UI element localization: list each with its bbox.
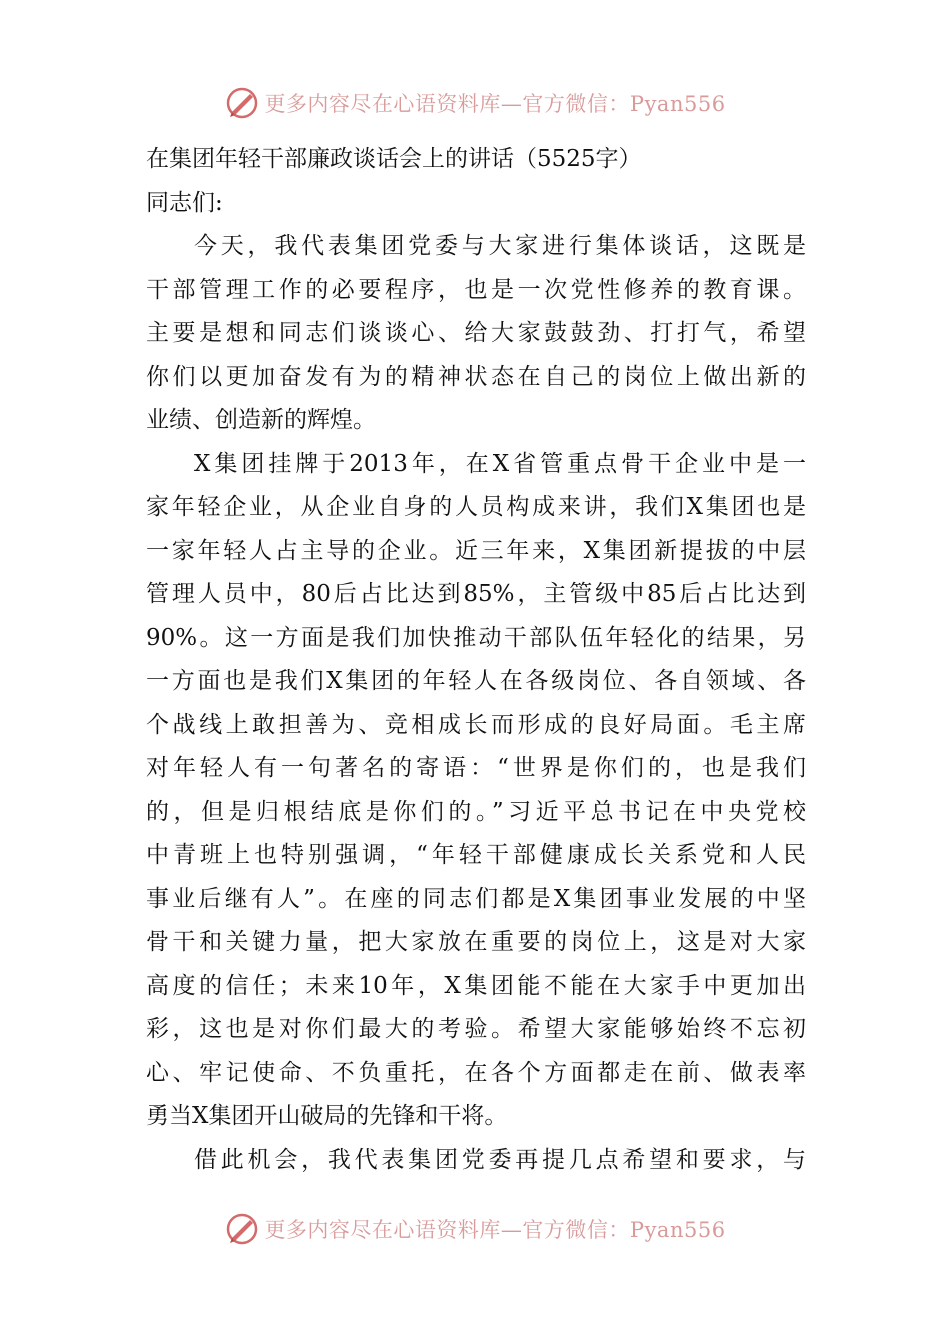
paragraph-line: 一方面也是我们X集团的年轻人在各级岗位、各自领域、各 <box>146 668 806 694</box>
paragraph-line: 高度的信任；未来10年，X集团能不能在大家手中更加出 <box>146 972 806 999</box>
document-body <box>146 138 806 1182</box>
paragraph-line: 90%。这一方面是我们加快推动干部队伍年轻化的结果，另 <box>146 624 806 651</box>
paragraph-line: 彩，这也是对你们最大的考验。希望大家能够始终不忘初 <box>146 1016 806 1042</box>
paragraph-1 <box>146 225 806 443</box>
paragraph-line: 干部管理工作的必要程序，也是一次党性修养的教育课。 <box>146 276 806 303</box>
paragraph-line: 今天，我代表集团党委与大家进行集体谈话，这既是 <box>194 233 806 259</box>
header-watermark-banner <box>0 83 950 123</box>
paragraph-line: 个战线上敢担善为、竞相成长而形成的良好局面。毛主席 <box>146 711 806 738</box>
salutation: 同志们: <box>146 189 223 216</box>
paragraph-line: 事业后继有人”。在座的同志们都是X集团事业发展的中坚 <box>146 885 806 912</box>
paragraph-line: 借此机会，我代表集团党委再提几点希望和要求，与 <box>194 1146 806 1173</box>
watermark-text: 更多内容尽在心语资料库—官方微信：Pyan556 <box>264 92 726 116</box>
paragraph-line: 心、牢记使命、不负重托，在各个方面都走在前、做表率 <box>146 1059 806 1086</box>
pen-logo-icon <box>224 85 260 121</box>
paragraph-line: 一家年轻人占主导的企业。近三年来，X集团新提拔的中层 <box>146 537 806 564</box>
paragraph-line: 管理人员中，80后占比达到85%，主管级中85后占比达到 <box>146 581 806 607</box>
paragraph-line: 主要是想和同志们谈谈心、给大家鼓鼓劲、打打气，希望 <box>146 320 806 346</box>
pen-logo-icon <box>224 1211 260 1247</box>
paragraph-line: 家年轻企业，从企业自身的人员构成来讲，我们X集团也是 <box>146 494 806 520</box>
paragraph-line: 的，但是归根结底是你们的。”习近平总书记在中央党校 <box>146 798 806 825</box>
paragraph-line: 骨干和关键力量，把大家放在重要的岗位上，这是对大家 <box>146 929 806 955</box>
paragraph-line: X集团挂牌于2013年，在X省管重点骨干企业中是一 <box>194 450 806 477</box>
paragraph-line: 业绩、创造新的辉煌。 <box>146 407 376 433</box>
paragraph-3 <box>146 1139 806 1183</box>
paragraph-line: 对年轻人有一句著名的寄语：“世界是你们的，也是我们 <box>146 755 806 781</box>
watermark-text: 更多内容尽在心语资料库—官方微信：Pyan556 <box>264 1218 726 1242</box>
document-title: 在集团年轻干部廉政谈话会上的讲话（5525字） <box>146 146 642 172</box>
paragraph-line: 勇当X集团开山破局的先锋和干将。 <box>146 1103 508 1129</box>
paragraph-2 <box>146 443 806 1139</box>
paragraph-line: 中青班上也特别强调，“年轻干部健康成长关系党和人民 <box>146 842 806 868</box>
paragraph-line: 你们以更加奋发有为的精神状态在自己的岗位上做出新的 <box>146 363 806 390</box>
footer-watermark-banner <box>0 1209 950 1249</box>
